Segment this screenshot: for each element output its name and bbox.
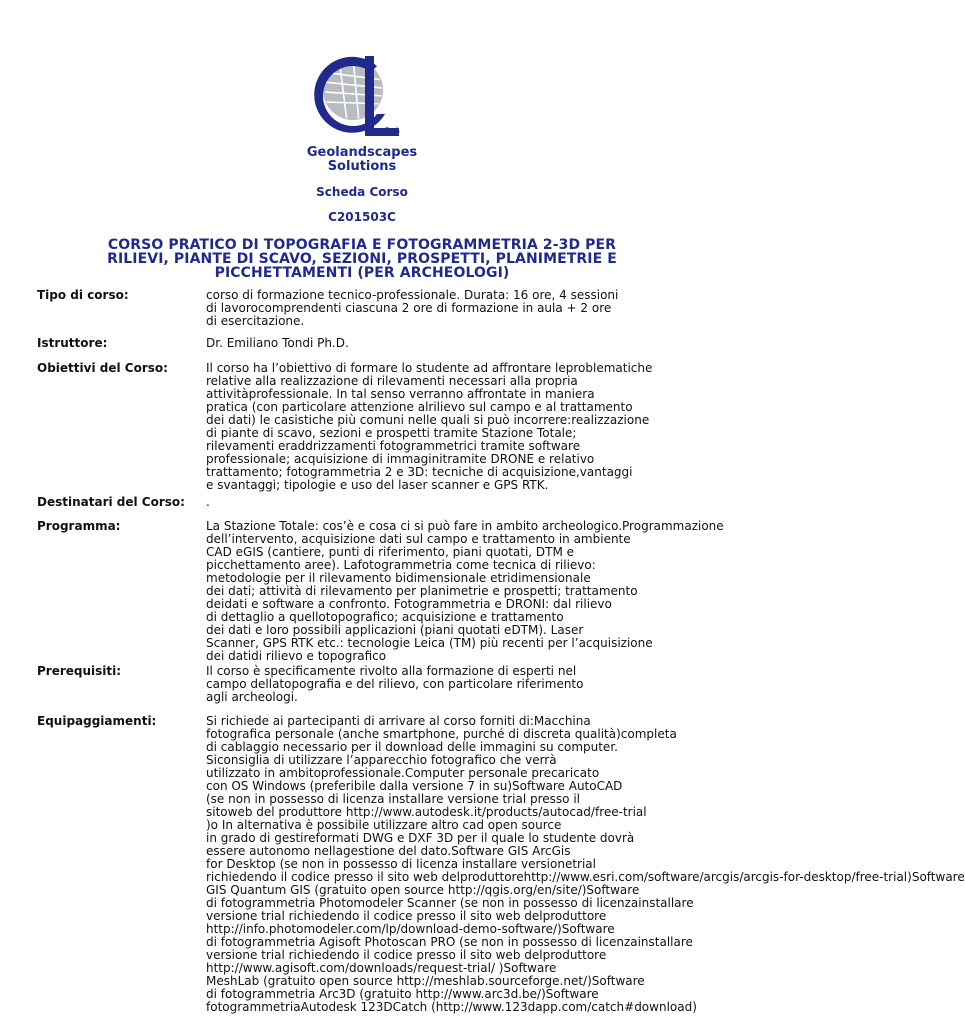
course-code: C201503C: [328, 210, 396, 224]
company-name-line2: Solutions: [327, 159, 397, 174]
course-title-line2: RILIEVI, PIANTE DI SCAVO, SEZIONI, PROSPETTI, PLANIMETRIE E: [107, 251, 617, 267]
destinatari-value: .: [206, 495, 210, 509]
istruttore-label: Istruttore:: [37, 336, 108, 350]
obiettivi-value: Il corso ha l’obiettivo di formare lo studente ad affrontare leproblematiche relative alla realizzazione di rilevamenti necessari alla propria attivitàprofessionale. In tal senso verranno affrontate in maniera pratica (con particolare attenzione alrilievo sul campo e al trattamento dei dati) le casistiche più comuni nelle quali si può incorrere:realizzazione di piante di scavo, sezioni e prospetti tramite Stazione Totale; rilevamenti eraddrizzamenti fotogrammetrici tramite software professionale; acquisizione di immaginitramite DRONE e relativo trattamento; fotogrammetria 2 e 3D: tecniche di acquisizione,vantaggi e svantaggi; tipologie e uso del laser scanner e GPS RTK.: [206, 361, 653, 492]
prerequisiti-label: Prerequisiti:: [37, 664, 122, 678]
equipaggiamenti-label: Equipaggiamenti:: [37, 714, 157, 728]
prerequisiti-value: Il corso è specificamente rivolto alla formazione di esperti nel campo dellatopografia e del rilievo, con particolare riferimento agli archeologi.: [206, 664, 584, 704]
company-logo: [303, 52, 423, 152]
geolandscapes-logo-icon: [303, 52, 423, 152]
tipo-label: Tipo di corso:: [37, 288, 129, 302]
destinatari-label: Destinatari del Corso:: [37, 495, 185, 509]
course-title: [30, 238, 694, 280]
course-title-line1: CORSO PRATICO DI TOPOGRAFIA E FOTOGRAMMETRIA 2-3D PER: [107, 237, 617, 253]
logo-suffix: S.r.l.: [385, 126, 401, 134]
course-title-line3: PICCHETTAMENTI (PER ARCHEOLOGI): [214, 265, 510, 281]
scheda-label: Scheda Corso: [316, 185, 408, 199]
programma-value: La Stazione Totale: cos’è e cosa ci si può fare in ambito archeologico.Programmazione dell’intervento, acquisizione dati sul campo e trattamento in ambiente CAD eGIS (cantiere, punti di riferimento, piani quotati, DTM e picchettamento aree). Lafotogrammetria come tecnica di rilievo: metodologie per il rilevamento bidimensionale etridimensionale dei dati; attività di rilevamento per planimetrie e prospetti; trattamento deidati e software a confronto. Fotogrammetria e DRONI: dal rilievo di dettaglio a quellotopografico; acquisizione e trattamento dei dati e loro possibili applicazioni (piani quotati eDTM). Laser Scanner, GPS RTK etc.: tecnologie Leica (TM) più recenti per l’acquisizione dei datidi rilievo e topografico: [206, 519, 724, 663]
tipo-value: corso di formazione tecnico-professionale. Durata: 16 ore, 4 sessioni di lavorocomprendenti ciascuna 2 ore di formazione in aula + 2 ore di esercitazione.: [206, 288, 619, 328]
programma-label: Programma:: [37, 519, 121, 533]
obiettivi-label: Obiettivi del Corso:: [37, 361, 168, 375]
equipaggiamenti-value: Si richiede ai partecipanti di arrivare al corso forniti di:Macchina fotografica personale (anche smartphone, purché di discreta qualità)completa di cablaggio necessario per il download delle immagini su computer. Siconsiglia di utilizzare l’apparecchio fotografico che verrà utilizzato in ambitoprofessionale.Computer personale precaricato con OS Windows (preferibile dalla versione 7 in su)Software AutoCAD (se non in possesso di licenza installare versione trial presso il sitoweb del produttore http://www.autodesk.it/products/autocad/free-trial )o In alternativa è possibile utilizzare altro cad open source in grado di gestireformati DWG e DXF 3D per il quale lo studente dovrà essere autonomo nellagestione del dato.Software GIS ArcGis for Desktop (se non in possesso di licenza installare versionetrial richiedendo il codice presso il sito web delproduttorehttp://www.esri.com/software/arcgis/arcgis-for-desktop/free-trial)Software GIS Quantum GIS (gratuito open source http://qgis.org/en/site/)Software di fotogrammetria Photomodeler Scanner (se non in possesso di licenzainstallare versione trial richiedendo il codice presso il sito web delproduttore http://info.photomodeler.com/lp/download-demo-software/)Software di fotogrammetria Agisoft Photoscan PRO (se non in possesso di licenzainstallare versione trial richiedendo il codice presso il sito web delproduttore http://www.agisoft.com/downloads/request-trial/ )Software MeshLab (gratuito open source http://meshlab.sourceforge.net/)Software di fotogrammetria Arc3D (gratuito http://www.arc3d.be/)Software fotogrammetriaAutodesk 123DCatch (http://www.123dapp.com/catch#download): [206, 714, 965, 1014]
company-name-line1: Geolandscapes: [306, 145, 418, 160]
istruttore-value: Dr. Emiliano Tondi Ph.D.: [206, 336, 349, 350]
